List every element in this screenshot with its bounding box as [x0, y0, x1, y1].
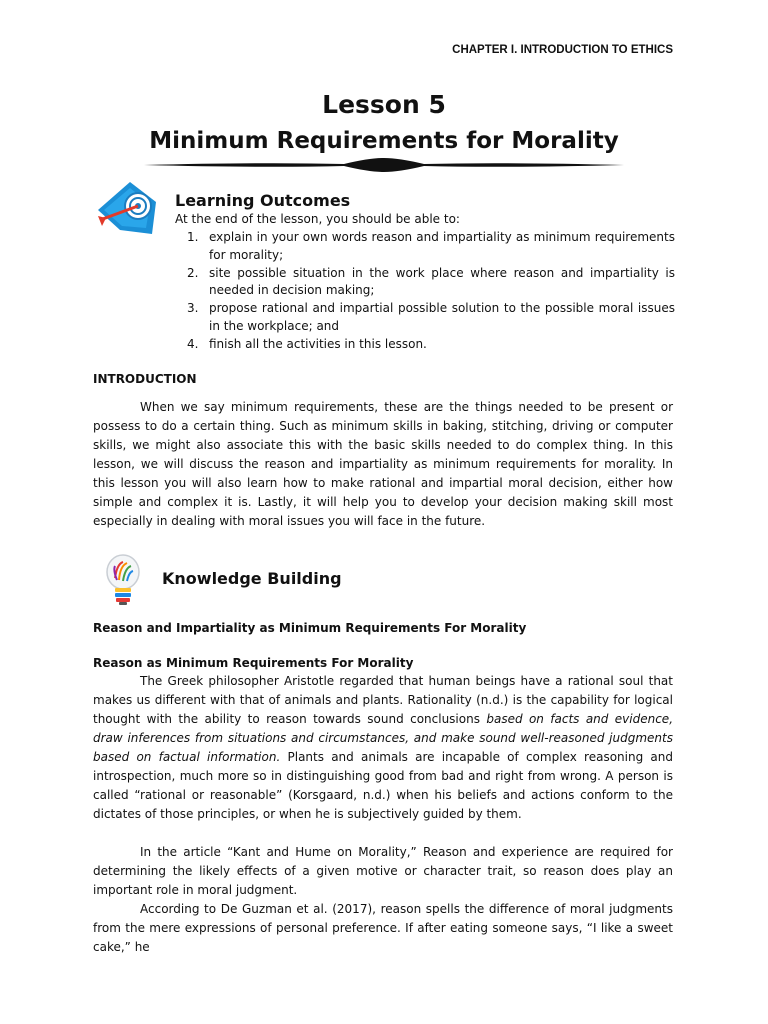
title-flourish: [144, 158, 624, 172]
list-number: 1.: [187, 230, 199, 244]
reason-text-b: Plants and animals are incapable of complex reasoning and introspection, much more so in distinguishing good from bad and right from wrong. A person is called “rational or reasonable” (Korsgaard, n.d.) when his beliefs and actions conform to the dictates of those principles, or when he is subjectively guided by them.: [93, 750, 673, 821]
reason-paragraph-3: [93, 900, 673, 957]
list-text: propose rational and impartial possible solution to the possible moral issues in the workplace; and: [209, 301, 675, 333]
list-item: [175, 229, 675, 264]
title-block: [0, 88, 768, 172]
knowledge-building-heading: Knowledge Building: [162, 569, 342, 588]
list-text: explain in your own words reason and impartiality as minimum requirements for morality;: [209, 230, 675, 262]
introduction-text: When we say minimum requirements, these are the things needed to be present or possess to do a certain thing. Such as minimum skills in baking, stitching, driving or computer skills, we might also associate this with the basic skills needed to do complex thing. In this lesson, we will discuss the reason and impartiality as minimum requirements for morality. In this lesson you will also learn how to make rational and impartial moral decision, either how simple and complex it is. Lastly, it will help you to develop your decision making skill most especially in dealing with moral issues you will face in the future.: [93, 400, 673, 528]
learning-outcomes-list: [175, 229, 675, 354]
reason-paragraph-2: [93, 843, 673, 900]
target-icon: [94, 180, 164, 236]
list-text: site possible situation in the work place where reason and impartiality is needed in decision making;: [209, 265, 675, 297]
lesson-title: Minimum Requirements for Morality: [149, 128, 619, 154]
list-number: 4.: [187, 336, 199, 351]
lesson-number: Lesson 5: [322, 90, 446, 119]
learning-outcomes-intro: At the end of the lesson, you should be able to:: [175, 212, 460, 226]
introduction-paragraph: [93, 398, 673, 531]
reason-paragraph-1: [93, 672, 673, 824]
list-item: [175, 300, 675, 335]
list-item: [175, 336, 675, 354]
list-number: 3.: [187, 301, 199, 315]
lightbulb-icon: [103, 554, 143, 606]
list-text: finish all the activities in this lesson.: [209, 336, 427, 351]
reason-heading: Reason as Minimum Requirements For Morality: [93, 656, 414, 670]
reason-text-a: The Greek philosopher Aristotle regarded that human beings have a rational soul that makes us different with that of animals and plants. Rationality (n.d.) is the capability for logical thought with the ability to reason towards sound conclusions: [93, 674, 673, 726]
section-subheading: Reason and Impartiality as Minimum Requirements For Morality: [93, 621, 527, 635]
list-number: 2.: [187, 265, 199, 280]
de-guzman-text: According to De Guzman et al. (2017), reason spells the difference of moral judgments from the mere expressions of personal preference. If after eating someone says, “I like a sweet cake,” he: [93, 902, 673, 954]
list-item: [175, 265, 675, 300]
introduction-heading: INTRODUCTION: [93, 372, 197, 386]
learning-outcomes-heading: Learning Outcomes: [175, 191, 351, 210]
reason-text-emphasis: based on facts and evidence, draw inferences from situations and circumstances, and make sound well-reasoned judgments based on factual information.: [93, 712, 674, 764]
chapter-header: CHAPTER I. INTRODUCTION TO ETHICS: [452, 44, 673, 56]
kant-hume-text: In the article “Kant and Hume on Morality,” Reason and experience are required for determining the likely effects of a given motive or character trait, so reason does play an important role in moral judgment.: [93, 845, 673, 897]
